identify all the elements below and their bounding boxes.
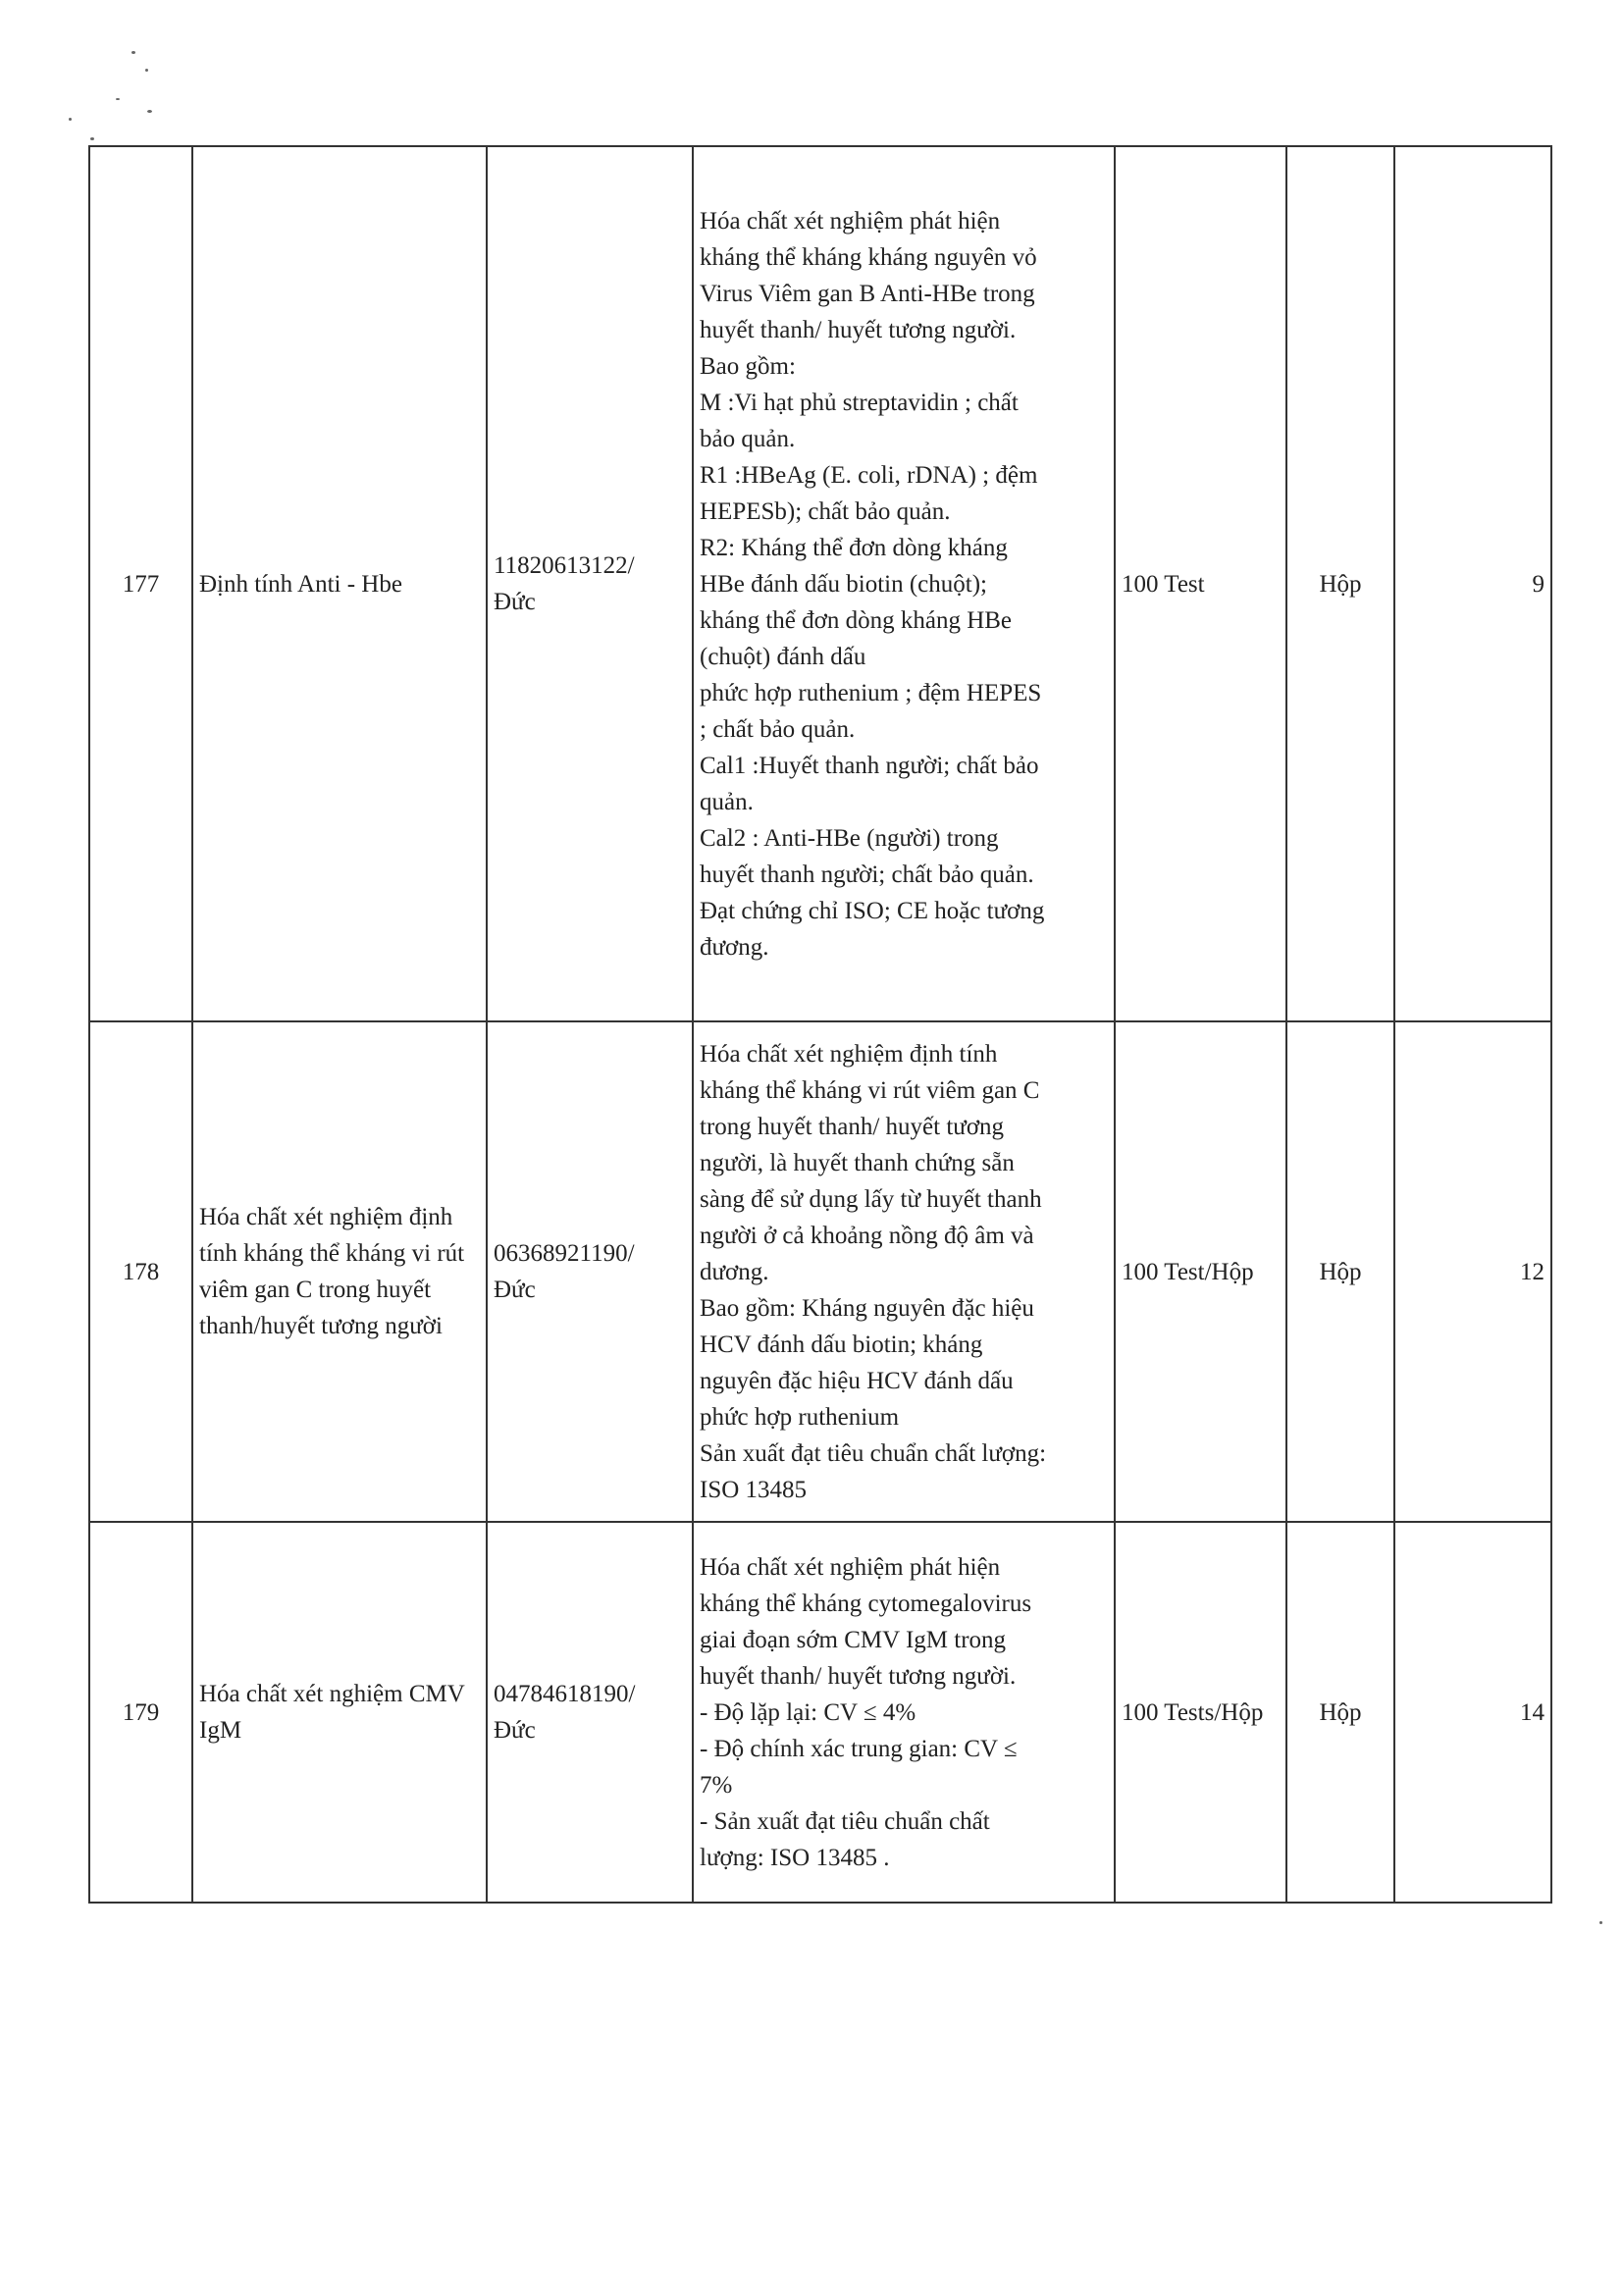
spec-line: giai đoạn sớm CMV IgM trong [700, 1626, 1007, 1653]
quantity: 9 [1394, 146, 1551, 1021]
spec-line: phức hợp ruthenium [700, 1403, 900, 1431]
table-row [89, 1021, 1551, 1522]
reagent-table [88, 145, 1552, 1904]
unit: Hộp [1286, 1522, 1394, 1903]
specification [693, 1021, 1115, 1522]
packing: 100 Test [1115, 146, 1286, 1021]
product-code-origin [487, 146, 693, 1021]
product-code: 04784618190/ [494, 1681, 636, 1707]
scan-speck [145, 69, 148, 72]
spec-line: bảo quản. [700, 425, 796, 452]
spec-line: Hóa chất xét nghiệm phát hiện [700, 207, 1001, 235]
spec-line: Virus Viêm gan B Anti-HBe trong [700, 280, 1035, 307]
row-number: 179 [89, 1522, 192, 1903]
spec-line: phức hợp ruthenium ; đệm HEPES [700, 679, 1042, 706]
spec-line: - Độ chính xác trung gian: CV ≤ [700, 1735, 1018, 1762]
spec-line: Sản xuất đạt tiêu chuẩn chất lượng: [700, 1439, 1047, 1467]
spec-line: huyết thanh/ huyết tương người. [700, 316, 1017, 343]
spec-line: huyết thanh người; chất bảo quản. [700, 861, 1034, 888]
spec-line: Hóa chất xét nghiệm định tính [700, 1040, 998, 1068]
spec-line: kháng thể kháng cytomegalovirus [700, 1590, 1032, 1617]
spec-line: Bao gồm: [700, 352, 796, 380]
scan-speck [147, 110, 152, 113]
spec-line: HBe đánh dấu biotin (chuột); [700, 570, 987, 598]
scan-speck [131, 51, 135, 54]
spec-line: - Độ lặp lại: CV ≤ 4% [700, 1698, 916, 1726]
row-number: 178 [89, 1021, 192, 1522]
spec-line: Đạt chứng chỉ ISO; CE hoặc tương [700, 897, 1045, 924]
spec-line: Bao gồm: Kháng nguyên đặc hiệu [700, 1294, 1034, 1322]
spec-line: Cal1 :Huyết thanh người; chất bảo [700, 752, 1039, 779]
product-code: 06368921190/ [494, 1240, 635, 1267]
spec-line: HCV đánh dấu biotin; kháng [700, 1331, 983, 1358]
spec-line: HEPESb); chất bảo quản. [700, 497, 951, 525]
table-row [89, 146, 1551, 1021]
unit: Hộp [1286, 1021, 1394, 1522]
scan-speck [1599, 1921, 1602, 1924]
specification [693, 146, 1115, 1021]
scan-speck [90, 137, 94, 140]
product-name: Hóa chất xét nghiệm định tính kháng thể kháng vi rút viêm gan C trong huyết thanh/huyết tương người [192, 1021, 487, 1522]
spec-line: ISO 13485 [700, 1476, 808, 1503]
product-code: 11820613122/ [494, 552, 635, 579]
spec-line: đương. [700, 933, 769, 961]
origin: Đức [494, 589, 536, 615]
product-name: Định tính Anti - Hbe [192, 146, 487, 1021]
spec-line: trong huyết thanh/ huyết tương [700, 1113, 1005, 1140]
spec-line: R1 :HBeAg (E. coli, rDNA) ; đệm [700, 461, 1038, 489]
spec-line: lượng: ISO 13485 . [700, 1844, 890, 1871]
spec-line: kháng thể kháng kháng nguyên vỏ [700, 243, 1037, 271]
spec-line: ; chất bảo quản. [700, 715, 856, 743]
spec-line: quản. [700, 788, 754, 815]
scan-speck [69, 118, 72, 121]
specification [693, 1522, 1115, 1903]
spec-line: Cal2 : Anti-HBe (người) trong [700, 824, 999, 852]
packing: 100 Test/Hộp [1115, 1021, 1286, 1522]
spec-line: M :Vi hạt phủ streptavidin ; chất [700, 389, 1019, 416]
scan-speck [116, 98, 120, 100]
spec-line: sàng để sử dụng lấy từ huyết thanh [700, 1185, 1042, 1213]
unit: Hộp [1286, 146, 1394, 1021]
spec-line: huyết thanh/ huyết tương người. [700, 1662, 1017, 1690]
product-code-origin [487, 1021, 693, 1522]
quantity: 12 [1394, 1021, 1551, 1522]
spec-line: nguyên đặc hiệu HCV đánh dấu [700, 1367, 1014, 1394]
origin: Đức [494, 1277, 536, 1303]
origin: Đức [494, 1717, 536, 1744]
spec-line: kháng thể kháng vi rút viêm gan C [700, 1076, 1040, 1104]
spec-line: dương. [700, 1258, 769, 1285]
spec-line: người ở cả khoảng nồng độ âm và [700, 1222, 1034, 1249]
product-code-origin [487, 1522, 693, 1903]
spec-line: kháng thể đơn dòng kháng HBe [700, 606, 1013, 634]
spec-line: R2: Kháng thể đơn dòng kháng [700, 534, 1008, 561]
table-row [89, 1522, 1551, 1903]
spec-line: Hóa chất xét nghiệm phát hiện [700, 1553, 1001, 1581]
spec-line: (chuột) đánh dấu [700, 643, 866, 670]
spec-line: người, là huyết thanh chứng sẵn [700, 1149, 1015, 1176]
spec-line: 7% [700, 1771, 733, 1799]
row-number: 177 [89, 146, 192, 1021]
product-name: Hóa chất xét nghiệm CMV IgM [192, 1522, 487, 1903]
packing: 100 Tests/Hộp [1115, 1522, 1286, 1903]
quantity: 14 [1394, 1522, 1551, 1903]
spec-line: - Sản xuất đạt tiêu chuẩn chất [700, 1807, 990, 1835]
